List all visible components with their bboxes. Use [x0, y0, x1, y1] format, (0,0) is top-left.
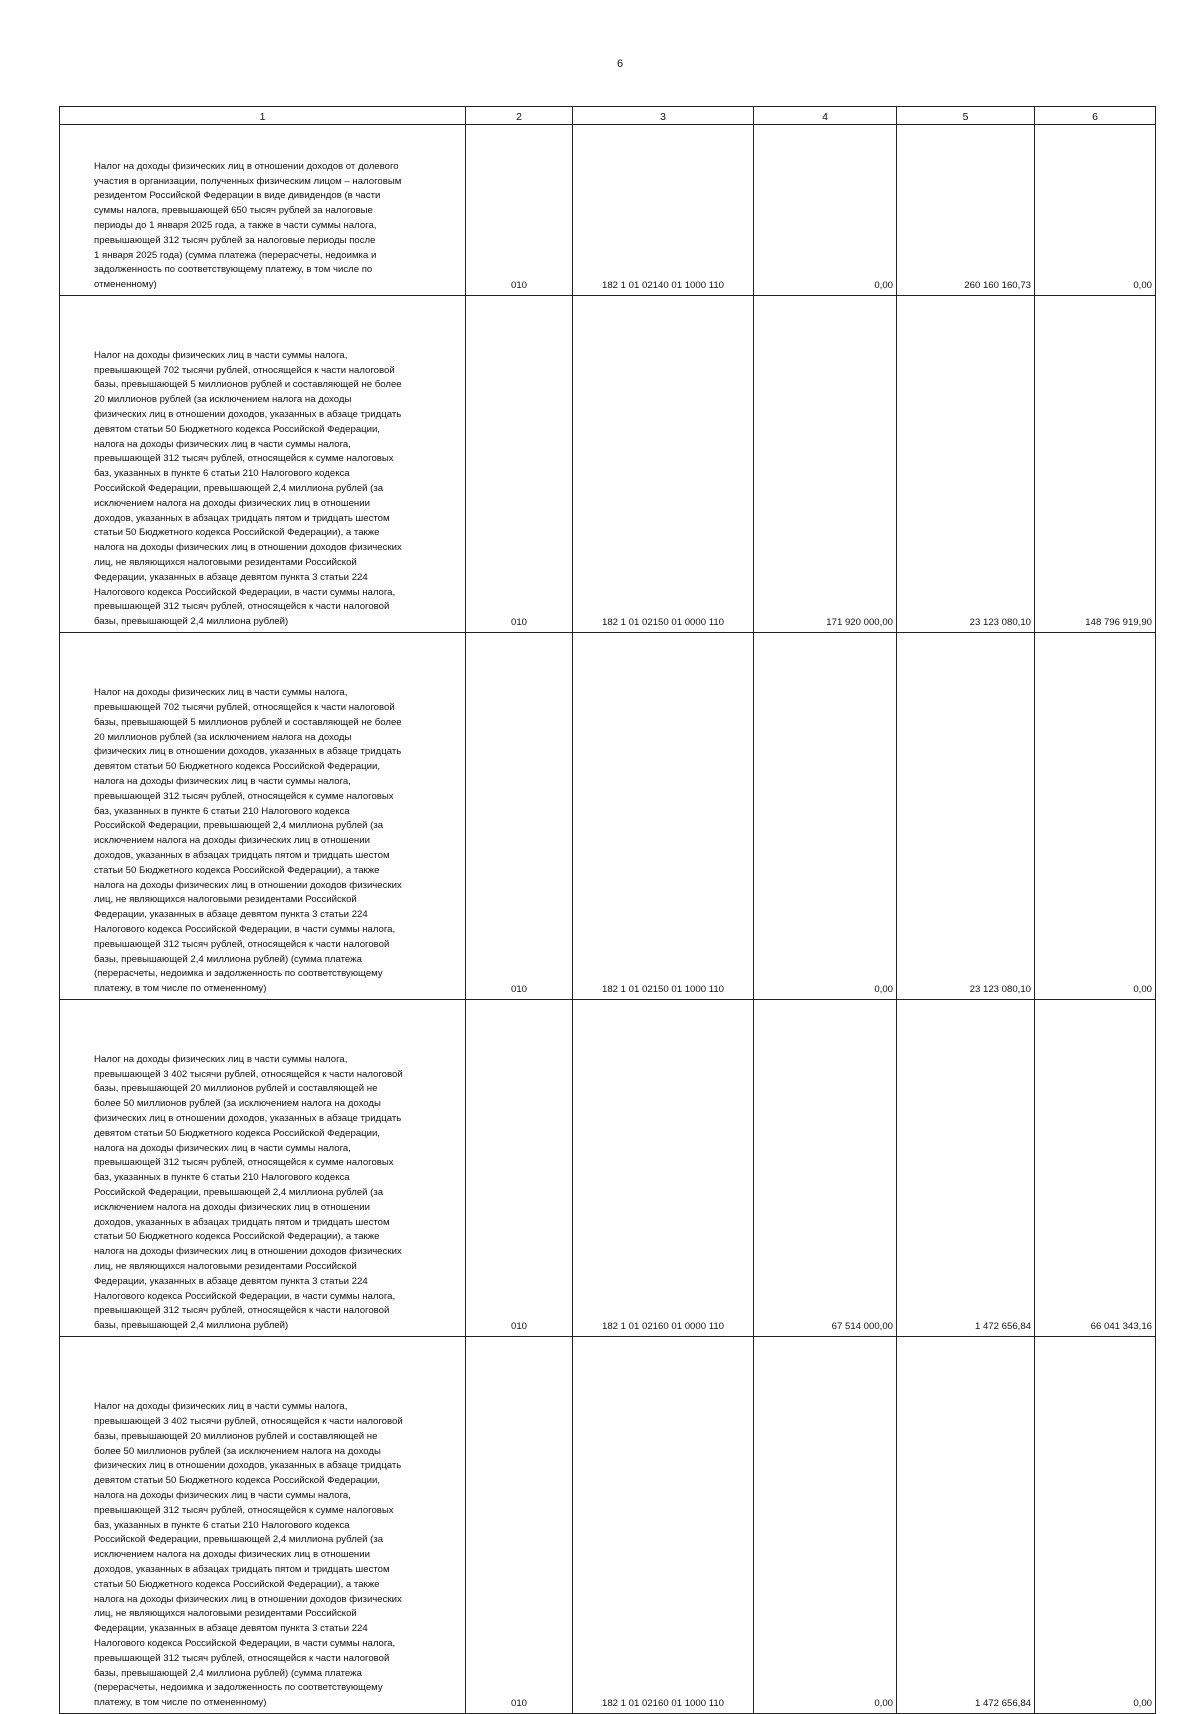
table-row — [60, 296, 1156, 633]
unexecuted-amount-cell: 0,00 — [1035, 125, 1156, 296]
column-header-1: 1 — [60, 107, 466, 125]
income-name-cell: Налог на доходы физических лиц в части суммы налога, превышающей 3 402 тысячи рублей, относящейся к части налоговой базы, превышающей 20 миллионов рублей и составляющей не более 50 миллионов рублей (за исключением налога на доходы физических лиц в отношении доходов, указанных в абзаце тридцать девятом статьи 50 Бюджетного кодекса Российской Федерации, налога на доходы физических лиц в части суммы налога, превышающей 312 тысяч рублей, относящейся к сумме налоговых баз, указанных в пункте 6 статьи 210 Налогового кодекса Российской Федерации, превышающей 2,4 миллиона рублей (за исключением налога на доходы физических лиц в отношении доходов, указанных в абзацах тридцать пятом и тридцать шестом статьи 50 Бюджетного кодекса Российской Федерации), а также налога на доходы физических лиц в отношении доходов физических лиц, не являющихся налоговыми резидентами Российской Федерации, указанных в абзаце девятом пункта 3 статьи 224 Налогового кодекса Российской Федерации, в части суммы налога, превышающей 312 тысяч рублей, относящейся к части налоговой базы, превышающей 2,4 миллиона рублей) (сумма платежа (перерасчеты, недоимка и задолженность по соответствующему платежу, в том числе по отмененному) — [60, 1337, 466, 1714]
income-code-cell: 182 1 01 02140 01 1000 110 — [573, 125, 754, 296]
approved-amount-cell: 171 920 000,00 — [754, 296, 897, 633]
line-code-cell: 010 — [466, 296, 573, 633]
line-code-cell: 010 — [466, 633, 573, 1000]
income-name-cell: Налог на доходы физических лиц в части суммы налога, превышающей 702 тысячи рублей, относящейся к части налоговой базы, превышающей 5 миллионов рублей и составляющей не более 20 миллионов рублей (за исключением налога на доходы физических лиц в отношении доходов, указанных в абзаце тридцать девятом статьи 50 Бюджетного кодекса Российской Федерации, налога на доходы физических лиц в части суммы налога, превышающей 312 тысяч рублей, относящейся к сумме налоговых баз, указанных в пункте 6 статьи 210 Налогового кодекса Российской Федерации, превышающей 2,4 миллиона рублей (за исключением налога на доходы физических лиц в отношении доходов, указанных в абзацах тридцать пятом и тридцать шестом статьи 50 Бюджетного кодекса Российской Федерации), а также налога на доходы физических лиц в отношении доходов физических лиц, не являющихся налоговыми резидентами Российской Федерации, указанных в абзаце девятом пункта 3 статьи 224 Налогового кодекса Российской Федерации, в части суммы налога, превышающей 312 тысяч рублей, относящейся к части налоговой базы, превышающей 2,4 миллиона рублей) — [60, 296, 466, 633]
approved-amount-cell: 0,00 — [754, 125, 897, 296]
approved-amount-cell: 67 514 000,00 — [754, 1000, 897, 1337]
executed-amount-cell: 260 160 160,73 — [897, 125, 1035, 296]
line-code-cell: 010 — [466, 1000, 573, 1337]
line-code-cell: 010 — [466, 125, 573, 296]
table-row — [60, 633, 1156, 1000]
executed-amount-cell: 1 472 656,84 — [897, 1000, 1035, 1337]
income-name-cell: Налог на доходы физических лиц в отношении доходов от долевого участия в организации, полученных физическим лицом – налоговым резидентом Российской Федерации в виде дивидендов (в части суммы налога, превышающей 650 тысяч рублей за налоговые периоды до 1 января 2025 года, а также в части суммы налога, превышающей 312 тысяч рублей за налоговые периоды после 1 января 2025 года) (сумма платежа (перерасчеты, недоимка и задолженность по соответствующему платежу, в том числе по отмененному) — [60, 125, 466, 296]
column-header-2: 2 — [466, 107, 573, 125]
executed-amount-cell: 23 123 080,10 — [897, 296, 1035, 633]
income-code-cell: 182 1 01 02160 01 0000 110 — [573, 1000, 754, 1337]
unexecuted-amount-cell: 66 041 343,16 — [1035, 1000, 1156, 1337]
line-code-cell: 010 — [466, 1337, 573, 1714]
approved-amount-cell: 0,00 — [754, 633, 897, 1000]
income-code-cell: 182 1 01 02150 01 0000 110 — [573, 296, 754, 633]
column-header-4: 4 — [754, 107, 897, 125]
table-row — [60, 1337, 1156, 1714]
executed-amount-cell: 23 123 080,10 — [897, 633, 1035, 1000]
income-name-cell: Налог на доходы физических лиц в части суммы налога, превышающей 3 402 тысячи рублей, относящейся к части налоговой базы, превышающей 20 миллионов рублей и составляющей не более 50 миллионов рублей (за исключением налога на доходы физических лиц в отношении доходов, указанных в абзаце тридцать девятом статьи 50 Бюджетного кодекса Российской Федерации, налога на доходы физических лиц в части суммы налога, превышающей 312 тысяч рублей, относящейся к сумме налоговых баз, указанных в пункте 6 статьи 210 Налогового кодекса Российской Федерации, превышающей 2,4 миллиона рублей (за исключением налога на доходы физических лиц в отношении доходов, указанных в абзацах тридцать пятом и тридцать шестом статьи 50 Бюджетного кодекса Российской Федерации), а также налога на доходы физических лиц в отношении доходов физических лиц, не являющихся налоговыми резидентами Российской Федерации, указанных в абзаце девятом пункта 3 статьи 224 Налогового кодекса Российской Федерации, в части суммы налога, превышающей 312 тысяч рублей, относящейся к части налоговой базы, превышающей 2,4 миллиона рублей) — [60, 1000, 466, 1337]
income-name-cell: Налог на доходы физических лиц в части суммы налога, превышающей 702 тысячи рублей, относящейся к части налоговой базы, превышающей 5 миллионов рублей и составляющей не более 20 миллионов рублей (за исключением налога на доходы физических лиц в отношении доходов, указанных в абзаце тридцать девятом статьи 50 Бюджетного кодекса Российской Федерации, налога на доходы физических лиц в части суммы налога, превышающей 312 тысяч рублей, относящейся к сумме налоговых баз, указанных в пункте 6 статьи 210 Налогового кодекса Российской Федерации, превышающей 2,4 миллиона рублей (за исключением налога на доходы физических лиц в отношении доходов, указанных в абзацах тридцать пятом и тридцать шестом статьи 50 Бюджетного кодекса Российской Федерации), а также налога на доходы физических лиц в отношении доходов физических лиц, не являющихся налоговыми резидентами Российской Федерации, указанных в абзаце девятом пункта 3 статьи 224 Налогового кодекса Российской Федерации, в части суммы налога, превышающей 312 тысяч рублей, относящейся к части налоговой базы, превышающей 2,4 миллиона рублей) (сумма платежа (перерасчеты, недоимка и задолженность по соответствующему платежу, в том числе по отмененному) — [60, 633, 466, 1000]
income-report-table — [59, 106, 1156, 1714]
unexecuted-amount-cell: 148 796 919,90 — [1035, 296, 1156, 633]
unexecuted-amount-cell: 0,00 — [1035, 633, 1156, 1000]
income-code-cell: 182 1 01 02150 01 1000 110 — [573, 633, 754, 1000]
column-number-row — [60, 107, 1156, 125]
column-header-3: 3 — [573, 107, 754, 125]
column-header-5: 5 — [897, 107, 1035, 125]
table-row — [60, 1000, 1156, 1337]
table-row — [60, 125, 1156, 296]
income-code-cell: 182 1 01 02160 01 1000 110 — [573, 1337, 754, 1714]
executed-amount-cell: 1 472 656,84 — [897, 1337, 1035, 1714]
column-header-6: 6 — [1035, 107, 1156, 125]
unexecuted-amount-cell: 0,00 — [1035, 1337, 1156, 1714]
approved-amount-cell: 0,00 — [754, 1337, 897, 1714]
page-number: 6 — [616, 58, 624, 70]
